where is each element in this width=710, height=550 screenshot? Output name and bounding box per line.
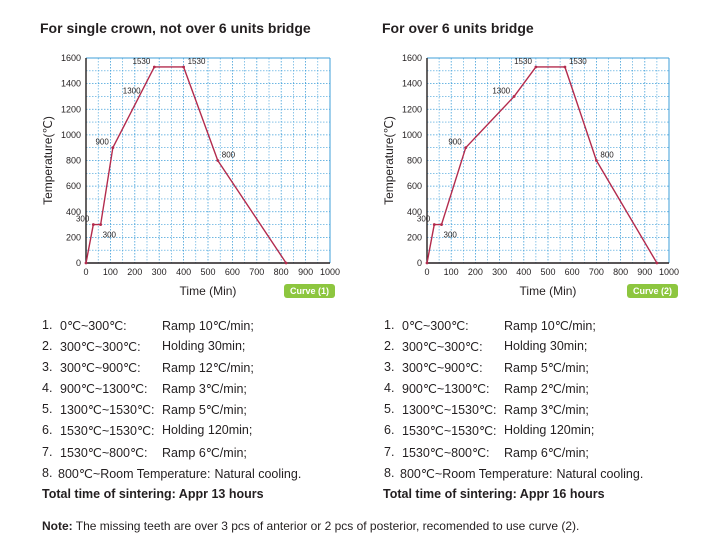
total-time-2: Total time of sintering: Appr 16 hours xyxy=(383,487,605,501)
step-item: 3. 300℃~900℃: Ramp 5℃/min; xyxy=(384,360,589,376)
curve-point xyxy=(595,159,598,162)
step-item: 6. 1530℃~1530℃: Holding 120min; xyxy=(384,423,595,439)
y-tick-label: 1600 xyxy=(60,53,81,63)
point-label: 900 xyxy=(448,137,462,147)
x-tick-label: 600 xyxy=(224,267,240,277)
x-tick-label: 1000 xyxy=(319,267,341,277)
chart-title-1: For single crown, not over 6 units bridge xyxy=(40,20,311,36)
curve-point xyxy=(153,66,156,69)
step-item: 4. 900℃~1300℃: Ramp 2℃/min; xyxy=(384,381,589,397)
y-tick-label: 0 xyxy=(75,258,81,268)
curve-point xyxy=(85,262,88,265)
x-tick-label: 800 xyxy=(613,267,629,277)
y-tick-label: 0 xyxy=(416,258,422,268)
x-tick-label: 700 xyxy=(249,267,265,277)
curve-point xyxy=(99,223,102,226)
x-tick-label: 100 xyxy=(102,267,118,277)
point-label: 1530 xyxy=(568,56,587,66)
chart-panel-2 xyxy=(355,0,710,510)
step-item: 3. 300℃~900℃: Ramp 12℃/min; xyxy=(42,360,254,376)
curve-point xyxy=(182,66,185,69)
y-tick-label: 800 xyxy=(65,155,81,166)
curve-point xyxy=(92,223,95,226)
step-item: 6. 1530℃~1530℃: Holding 120min; xyxy=(42,423,253,439)
chart-panel-1 xyxy=(0,0,355,510)
x-tick-label: 700 xyxy=(588,267,604,277)
sintering-chart-2 xyxy=(355,46,710,306)
y-tick-label: 1200 xyxy=(60,104,81,115)
point-label: 1530 xyxy=(187,56,206,66)
curve-point xyxy=(464,146,467,149)
note-label: Note: xyxy=(42,519,73,533)
curve-point xyxy=(111,146,114,149)
x-tick-label: 100 xyxy=(443,267,459,277)
x-tick-label: 900 xyxy=(637,267,653,277)
y-tick-label: 1400 xyxy=(401,78,422,89)
step-list-2 xyxy=(382,318,692,487)
y-tick-label: 400 xyxy=(65,206,81,217)
step-item: 2. 300℃~300℃: Holding 30min; xyxy=(42,339,246,355)
curve-point xyxy=(426,262,429,265)
point-label: 1530 xyxy=(514,56,532,66)
total-time-1: Total time of sintering: Appr 13 hours xyxy=(42,487,264,501)
step-item: 1. 0℃~300℃: Ramp 10℃/min; xyxy=(42,318,254,333)
x-tick-label: 500 xyxy=(200,267,216,277)
x-tick-label: 200 xyxy=(467,267,483,277)
step-item: 4. 900℃~1300℃: Ramp 3℃/min; xyxy=(42,381,247,397)
y-tick-label: 200 xyxy=(65,232,81,243)
y-axis-label: Temperature(℃) xyxy=(382,116,396,205)
x-tick-label: 200 xyxy=(127,267,143,277)
y-tick-label: 1600 xyxy=(401,53,422,63)
y-tick-label: 600 xyxy=(65,181,81,192)
curve-point xyxy=(564,66,567,69)
step-item: 8. 800℃~Room Temperature: Natural cooling. xyxy=(42,465,302,481)
curve-point xyxy=(433,223,436,226)
step-item: 7. 1530℃~800℃: Ramp 6℃/min; xyxy=(384,444,589,460)
y-axis-label: Temperature(℃) xyxy=(41,116,55,205)
curve-badge-2: Curve (2) xyxy=(627,284,678,298)
step-item: 8. 800℃~Room Temperature: Natural cooling. xyxy=(384,465,644,481)
y-tick-label: 1000 xyxy=(401,129,422,140)
curve-badge-1: Curve (1) xyxy=(284,284,335,298)
step-item: 5. 1300℃~1530℃: Ramp 3℃/min; xyxy=(384,402,589,418)
curve-point xyxy=(216,159,219,162)
y-tick-label: 1000 xyxy=(60,129,81,140)
point-label: 1300 xyxy=(122,86,141,96)
point-label: 1530 xyxy=(132,56,151,66)
curve-point xyxy=(285,262,288,265)
step-item: 7. 1530℃~800℃: Ramp 6℃/min; xyxy=(42,444,247,460)
curve-point xyxy=(440,223,443,226)
point-label: 300 xyxy=(75,214,90,224)
x-axis-label: Time (Min) xyxy=(179,284,237,298)
step-list-1 xyxy=(40,318,350,487)
x-tick-label: 300 xyxy=(151,267,167,277)
point-label: 800 xyxy=(600,150,614,160)
x-tick-label: 600 xyxy=(564,267,580,277)
x-tick-label: 900 xyxy=(298,267,314,277)
y-tick-label: 800 xyxy=(406,155,422,166)
point-label: 300 xyxy=(443,230,457,240)
curve-point xyxy=(513,95,516,98)
x-axis-label: Time (Min) xyxy=(519,284,577,298)
x-tick-label: 0 xyxy=(83,267,89,277)
step-item: 1. 0℃~300℃: Ramp 10℃/min; xyxy=(384,318,596,333)
y-tick-label: 200 xyxy=(406,232,422,243)
x-tick-label: 0 xyxy=(424,267,430,277)
step-item: 2. 300℃~300℃: Holding 30min; xyxy=(384,339,588,355)
y-tick-label: 1400 xyxy=(60,78,81,89)
curve-point xyxy=(535,66,538,69)
sintering-chart-1 xyxy=(0,46,355,306)
y-tick-label: 1200 xyxy=(401,104,422,115)
x-tick-label: 400 xyxy=(516,267,532,277)
x-tick-label: 800 xyxy=(273,267,289,277)
point-label: 1300 xyxy=(492,86,511,96)
curve-point xyxy=(656,262,659,265)
point-label: 800 xyxy=(221,150,236,160)
chart-title-2: For over 6 units bridge xyxy=(382,20,534,36)
x-tick-label: 1000 xyxy=(658,267,680,277)
point-label: 300 xyxy=(102,230,116,240)
point-label: 900 xyxy=(95,137,109,147)
step-item: 5. 1300℃~1530℃: Ramp 5℃/min; xyxy=(42,402,247,418)
footnote xyxy=(42,519,579,533)
y-tick-label: 400 xyxy=(406,206,422,217)
note-text: The missing teeth are over 3 pcs of anterior or 2 pcs of posterior, recomended to use curve (2). xyxy=(72,519,580,533)
point-label: 300 xyxy=(416,214,431,224)
x-tick-label: 400 xyxy=(176,267,192,277)
x-tick-label: 500 xyxy=(540,267,556,277)
y-tick-label: 600 xyxy=(406,181,422,192)
x-tick-label: 300 xyxy=(492,267,508,277)
